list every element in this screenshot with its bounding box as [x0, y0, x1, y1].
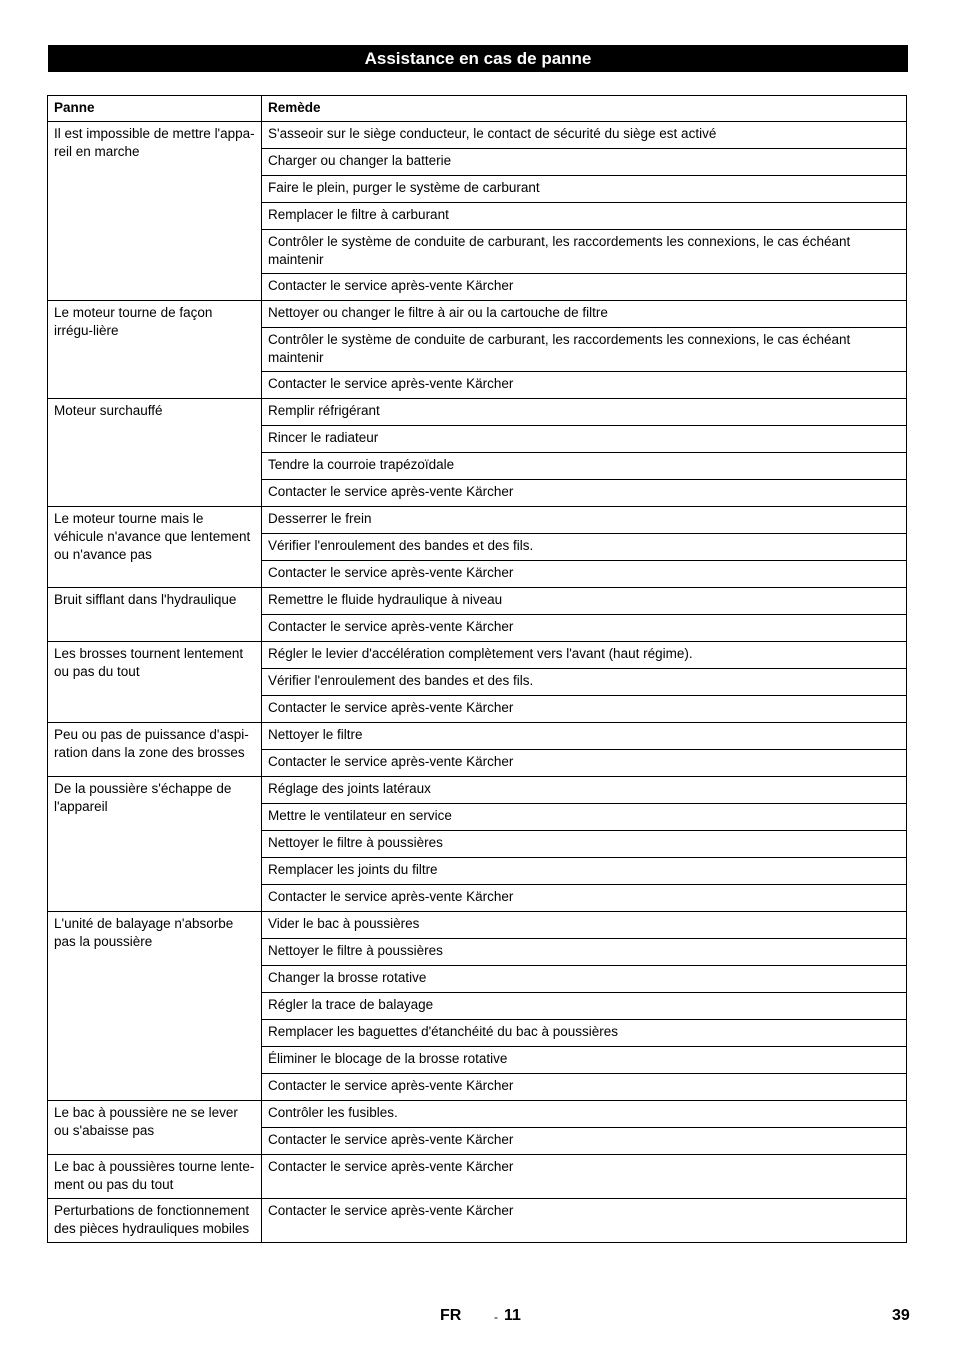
remedy-cell: Contacter le service après-vente Kärcher — [262, 885, 907, 912]
fault-cell: Le bac à poussière ne se lever ou s'abaisse pas — [48, 1101, 262, 1155]
remedy-cell: Nettoyer le filtre à poussières — [262, 939, 907, 966]
remedy-cell: Contacter le service après-vente Kärcher — [262, 1199, 907, 1243]
fault-cell: Il est impossible de mettre l'appa-reil en marche — [48, 122, 262, 301]
fault-cell: L'unité de balayage n'absorbe pas la poussière — [48, 912, 262, 1101]
remedy-cell: Remettre le fluide hydraulique à niveau — [262, 588, 907, 615]
fault-cell: Bruit sifflant dans l'hydraulique — [48, 588, 262, 642]
remedy-cell: Régler le levier d'accélération complètement vers l'avant (haut régime). — [262, 642, 907, 669]
table-header-row — [48, 96, 907, 122]
remedy-cell: Contrôler les fusibles. — [262, 1101, 907, 1128]
remedy-cell: Contacter le service après-vente Kärcher — [262, 372, 907, 399]
remedy-cell: Vérifier l'enroulement des bandes et des fils. — [262, 669, 907, 696]
table-row — [48, 1199, 907, 1243]
fault-cell: Perturbations de fonctionnement des pièces hydrauliques mobiles — [48, 1199, 262, 1243]
table-body — [48, 122, 907, 1243]
fault-cell: Le bac à poussières tourne lente-ment ou pas du tout — [48, 1155, 262, 1199]
remedy-cell: Mettre le ventilateur en service — [262, 804, 907, 831]
table-row — [48, 588, 907, 615]
table-row — [48, 1101, 907, 1128]
remedy-cell: Éliminer le blocage de la brosse rotative — [262, 1047, 907, 1074]
remedy-cell: Nettoyer le filtre à poussières — [262, 831, 907, 858]
fault-cell: Moteur surchauffé — [48, 399, 262, 507]
remedy-cell: Réglage des joints latéraux — [262, 777, 907, 804]
footer-section-page: 11 — [504, 1307, 521, 1324]
section-title: Assistance en cas de panne — [48, 45, 908, 72]
table-row — [48, 777, 907, 804]
remedy-cell: Contacter le service après-vente Kärcher — [262, 1128, 907, 1155]
remedy-cell: Contacter le service après-vente Kärcher — [262, 750, 907, 777]
remedy-cell: Vider le bac à poussières — [262, 912, 907, 939]
remedy-cell: Contacter le service après-vente Kärcher — [262, 561, 907, 588]
remedy-cell: Contacter le service après-vente Kärcher — [262, 274, 907, 301]
remedy-cell: Contacter le service après-vente Kärcher — [262, 696, 907, 723]
table-row — [48, 912, 907, 939]
remedy-cell: Contrôler le système de conduite de carburant, les raccordements les connexions, le cas échéant maintenir — [262, 328, 907, 372]
table-row — [48, 723, 907, 750]
footer-page-number: 39 — [892, 1307, 910, 1324]
footer-separator: - — [494, 1310, 498, 1324]
remedy-cell: Rincer le radiateur — [262, 426, 907, 453]
fault-cell: Le moteur tourne de façon irrégu-lière — [48, 301, 262, 399]
header-fault: Panne — [48, 96, 262, 122]
table-row — [48, 122, 907, 149]
remedy-cell: Nettoyer le filtre — [262, 723, 907, 750]
remedy-cell: Contacter le service après-vente Kärcher — [262, 615, 907, 642]
header-remedy: Remède — [262, 96, 907, 122]
remedy-cell: Remplacer les joints du filtre — [262, 858, 907, 885]
remedy-cell: Remplir réfrigérant — [262, 399, 907, 426]
table-row — [48, 507, 907, 534]
footer-language: FR — [440, 1307, 462, 1324]
table-row — [48, 642, 907, 669]
remedy-cell: Contacter le service après-vente Kärcher — [262, 480, 907, 507]
table-row — [48, 399, 907, 426]
remedy-cell: Nettoyer ou changer le filtre à air ou la cartouche de filtre — [262, 301, 907, 328]
fault-cell: Peu ou pas de puissance d'aspi-ration dans la zone des brosses — [48, 723, 262, 777]
troubleshooting-table — [47, 95, 907, 1243]
remedy-cell: Remplacer le filtre à carburant — [262, 203, 907, 230]
fault-cell: De la poussière s'échappe de l'appareil — [48, 777, 262, 912]
remedy-cell: Tendre la courroie trapézoïdale — [262, 453, 907, 480]
remedy-cell: Faire le plein, purger le système de carburant — [262, 176, 907, 203]
remedy-cell: Remplacer les baguettes d'étanchéité du bac à poussières — [262, 1020, 907, 1047]
remedy-cell: Contacter le service après-vente Kärcher — [262, 1074, 907, 1101]
fault-cell: Les brosses tournent lentement ou pas du tout — [48, 642, 262, 723]
remedy-cell: Charger ou changer la batterie — [262, 149, 907, 176]
table-row — [48, 1155, 907, 1199]
remedy-cell: Régler la trace de balayage — [262, 993, 907, 1020]
table-row — [48, 301, 907, 328]
remedy-cell: Contrôler le système de conduite de carburant, les raccordements les connexions, le cas échéant maintenir — [262, 230, 907, 274]
remedy-cell: Contacter le service après-vente Kärcher — [262, 1155, 907, 1199]
fault-cell: Le moteur tourne mais le véhicule n'avance que lentement ou n'avance pas — [48, 507, 262, 588]
remedy-cell: Changer la brosse rotative — [262, 966, 907, 993]
remedy-cell: S'asseoir sur le siège conducteur, le contact de sécurité du siège est activé — [262, 122, 907, 149]
remedy-cell: Desserrer le frein — [262, 507, 907, 534]
remedy-cell: Vérifier l'enroulement des bandes et des fils. — [262, 534, 907, 561]
